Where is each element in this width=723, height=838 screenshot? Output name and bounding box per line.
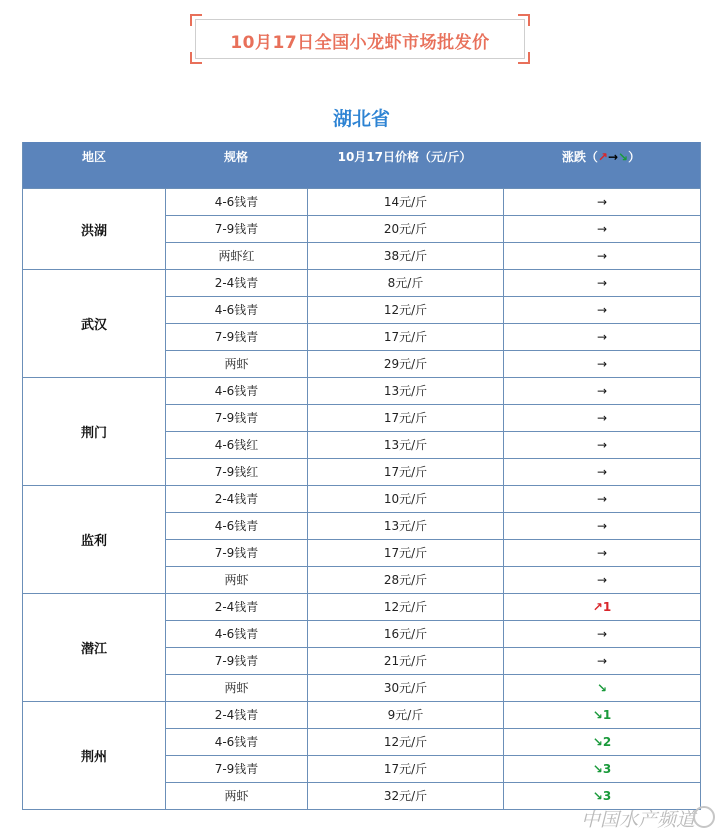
price-cell: 17元/斤 [308,324,504,350]
region-rows [166,378,700,485]
change-cell: ↘ [596,681,608,695]
down-arrow-icon: ↘ [618,150,629,164]
table-row [166,620,700,647]
region-rows [166,486,700,593]
table-row [166,189,700,215]
table-row [166,647,700,674]
price-cell: 13元/斤 [308,513,504,539]
spec-cell: 7-9钱红 [166,459,308,485]
spec-cell: 2-4钱青 [166,594,308,620]
change-cell: → [596,654,608,668]
price-cell: 17元/斤 [308,405,504,431]
region-cell: 荆州 [23,702,166,809]
table-row [166,431,700,458]
region-cell: 洪湖 [23,189,166,269]
table-row [166,242,700,269]
region-group [23,377,700,485]
table-row [166,755,700,782]
table-row [166,674,700,701]
globe-icon [693,806,715,828]
spec-cell: 4-6钱青 [166,621,308,647]
province-heading: 湖北省 [332,108,390,130]
price-cell: 14元/斤 [308,189,504,215]
region-cell: 武汉 [23,270,166,377]
region-rows [166,594,700,701]
price-cell: 21元/斤 [308,648,504,674]
spec-cell: 4-6钱青 [166,378,308,404]
change-cell: ↘1 [592,708,612,722]
change-cell: → [596,222,608,236]
spec-cell: 2-4钱青 [166,270,308,296]
up-arrow-icon: ↗ [597,150,608,164]
table-row [166,702,700,728]
change-cell: → [596,303,608,317]
change-cell: → [596,330,608,344]
header-change-prefix: 涨跌（ [561,150,598,164]
spec-cell: 2-4钱青 [166,702,308,728]
change-cell: ↗1 [592,600,612,614]
change-cell: → [596,195,608,209]
region-group [23,188,700,269]
region-cell: 监利 [23,486,166,593]
change-cell: ↘3 [592,762,612,776]
region-cell: 潜江 [23,594,166,701]
header-spec: 规格 [223,150,248,164]
region-group [23,485,700,593]
price-cell: 8元/斤 [308,270,504,296]
table-row [166,350,700,377]
change-cell: ↘3 [592,789,612,803]
table-row [166,566,700,593]
table-row [166,404,700,431]
spec-cell: 4-6钱青 [166,729,308,755]
price-cell: 32元/斤 [308,783,504,809]
table-row [166,378,700,404]
table-body [23,188,700,809]
price-cell: 13元/斤 [308,378,504,404]
change-cell: → [596,276,608,290]
title-banner [190,14,530,64]
change-cell: → [596,546,608,560]
spec-cell: 两虾 [166,783,308,809]
header-change [502,142,700,172]
region-group [23,269,700,377]
table-row [166,323,700,350]
price-cell: 9元/斤 [308,702,504,728]
flat-arrow-icon: → [607,150,619,164]
price-cell: 12元/斤 [308,729,504,755]
change-cell: → [596,357,608,371]
spec-cell: 两虾红 [166,243,308,269]
change-cell: → [596,438,608,452]
price-cell: 12元/斤 [308,297,504,323]
table-row [166,486,700,512]
price-cell: 13元/斤 [308,432,504,458]
spec-cell: 4-6钱红 [166,432,308,458]
spec-cell: 2-4钱青 [166,486,308,512]
header-change-suffix: ） [628,150,641,164]
region-cell: 荆门 [23,378,166,485]
spec-cell: 7-9钱青 [166,216,308,242]
change-cell: → [596,627,608,641]
watermark-text: 中国水产频道 [580,809,695,831]
price-cell: 17元/斤 [308,459,504,485]
table-row [166,728,700,755]
change-cell: → [596,411,608,425]
table-row [166,512,700,539]
region-group [23,701,700,809]
spec-cell: 7-9钱青 [166,648,308,674]
spec-cell: 4-6钱青 [166,189,308,215]
page-title: 10月17日全国小龙虾市场批发价 [230,33,490,53]
change-cell: → [596,384,608,398]
change-cell: → [596,519,608,533]
price-cell: 28元/斤 [308,567,504,593]
region-rows [166,189,700,269]
table-row [166,270,700,296]
price-cell: 17元/斤 [308,756,504,782]
table-row [166,215,700,242]
table-row [166,594,700,620]
table-row [166,296,700,323]
spec-cell: 7-9钱青 [166,540,308,566]
price-cell: 10元/斤 [308,486,504,512]
spec-cell: 两虾 [166,351,308,377]
table-row [166,539,700,566]
region-rows [166,270,700,377]
spec-cell: 7-9钱青 [166,405,308,431]
header-price: 10月17日价格（元/斤） [337,150,472,164]
price-cell: 20元/斤 [308,216,504,242]
spec-cell: 7-9钱青 [166,324,308,350]
region-group [23,593,700,701]
change-cell: → [596,465,608,479]
change-cell: ↘2 [592,735,612,749]
price-cell: 16元/斤 [308,621,504,647]
table-header [23,142,700,188]
spec-cell: 两虾 [166,567,308,593]
change-cell: → [596,249,608,263]
price-cell: 30元/斤 [308,675,504,701]
price-cell: 38元/斤 [308,243,504,269]
spec-cell: 7-9钱青 [166,756,308,782]
change-cell: → [596,573,608,587]
price-cell: 29元/斤 [308,351,504,377]
price-cell: 12元/斤 [308,594,504,620]
spec-cell: 4-6钱青 [166,297,308,323]
header-region: 地区 [81,150,106,164]
price-cell: 17元/斤 [308,540,504,566]
spec-cell: 4-6钱青 [166,513,308,539]
change-cell: → [596,492,608,506]
spec-cell: 两虾 [166,675,308,701]
price-table [22,142,701,810]
region-rows [166,702,700,809]
table-row [166,458,700,485]
